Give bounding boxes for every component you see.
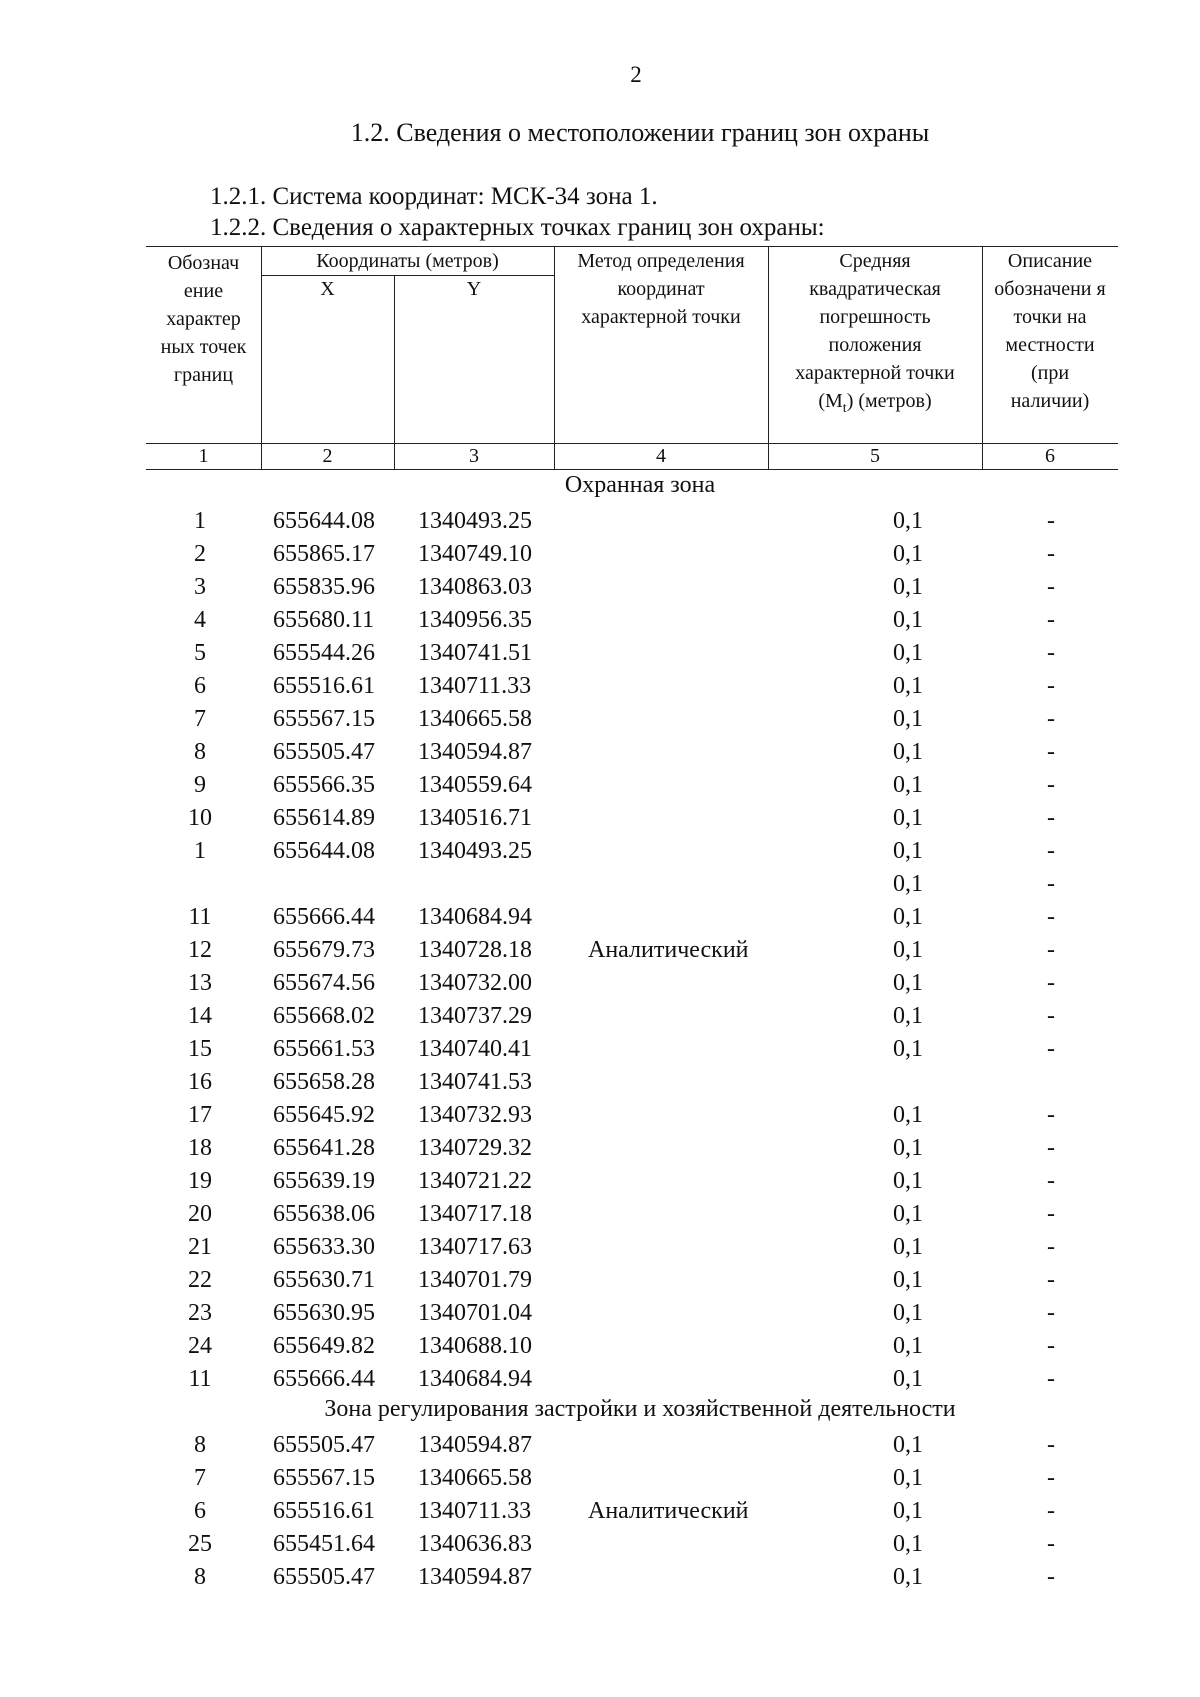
y-coordinate-cell: 1340737.29 — [418, 1003, 532, 1029]
y-coordinate-cell: 1340740.41 — [418, 1036, 532, 1062]
column-number: 1 — [198, 445, 209, 467]
point-number-cell: 21 — [188, 1234, 212, 1260]
x-coordinate-cell: 655644.08 — [273, 838, 375, 864]
description-cell: - — [1047, 1234, 1055, 1260]
y-coordinate-cell: 1340741.51 — [418, 640, 532, 666]
x-coordinate-cell: 655630.71 — [273, 1267, 375, 1293]
table-row — [0, 1264, 1200, 1297]
point-number-cell: 17 — [188, 1102, 212, 1128]
y-coordinate-cell: 1340493.25 — [418, 508, 532, 534]
point-number-cell: 1 — [194, 508, 206, 534]
mean-error-cell: 0,1 — [893, 1267, 923, 1293]
description-cell: - — [1047, 1003, 1055, 1029]
header-method: Метод определения координат характерной точки — [577, 250, 745, 328]
x-coordinate-cell: 655679.73 — [273, 937, 375, 963]
description-cell: - — [1047, 1531, 1055, 1557]
description-cell: - — [1047, 508, 1055, 534]
mean-error-cell: 0,1 — [893, 937, 923, 963]
section-heading: Охранная зона — [564, 472, 716, 498]
table-row — [0, 769, 1200, 802]
point-number-cell: 8 — [194, 1564, 206, 1590]
header-mean-error-subscript: t — [842, 401, 847, 416]
description-cell: - — [1047, 1333, 1055, 1359]
table-row — [0, 1297, 1200, 1330]
table-row — [0, 505, 1200, 538]
description-cell: - — [1047, 772, 1055, 798]
x-coordinate-cell: 655649.82 — [273, 1333, 375, 1359]
table-row — [0, 1561, 1200, 1594]
point-number-cell: 3 — [194, 574, 206, 600]
y-coordinate-cell: 1340594.87 — [418, 1432, 532, 1458]
description-cell: - — [1047, 1168, 1055, 1194]
x-coordinate-cell: 655644.08 — [273, 508, 375, 534]
x-coordinate-cell: 655567.15 — [273, 706, 375, 732]
x-coordinate-cell: 655614.89 — [273, 805, 375, 831]
table-row — [0, 1330, 1200, 1363]
y-coordinate-cell: 1340684.94 — [418, 1366, 532, 1392]
mean-error-cell: 0,1 — [893, 1234, 923, 1260]
x-coordinate-cell: 655666.44 — [273, 904, 375, 930]
x-coordinate-cell: 655674.56 — [273, 970, 375, 996]
mean-error-cell: 0,1 — [893, 805, 923, 831]
header-coordinates-group: Координаты (метров) — [316, 250, 499, 272]
mean-error-cell: 0,1 — [893, 673, 923, 699]
y-coordinate-cell: 1340636.83 — [418, 1531, 532, 1557]
y-coordinate-cell: 1340956.35 — [418, 607, 532, 633]
x-coordinate-cell: 655658.28 — [273, 1069, 375, 1095]
table-row — [0, 1066, 1200, 1099]
x-coordinate-cell: 655566.35 — [273, 772, 375, 798]
point-number-cell: 24 — [188, 1333, 212, 1359]
table-header — [146, 246, 1118, 470]
mean-error-cell: 0,1 — [893, 574, 923, 600]
table-row — [0, 1099, 1200, 1132]
x-coordinate-cell: 655516.61 — [273, 1498, 375, 1524]
table-row — [0, 1462, 1200, 1495]
y-coordinate-cell: 1340711.33 — [418, 673, 532, 699]
table-row — [0, 571, 1200, 604]
y-coordinate-cell: 1340688.10 — [418, 1333, 532, 1359]
point-number-cell: 14 — [188, 1003, 212, 1029]
point-number-cell: 15 — [188, 1036, 212, 1062]
point-number-cell: 8 — [194, 1432, 206, 1458]
col-divider — [554, 247, 555, 469]
description-cell: - — [1047, 607, 1055, 633]
mean-error-cell: 0,1 — [893, 1003, 923, 1029]
point-number-cell: 1 — [194, 838, 206, 864]
header-mean-error — [768, 247, 982, 469]
description-cell: - — [1047, 673, 1055, 699]
table-row — [0, 637, 1200, 670]
x-coordinate-cell: 655451.64 — [273, 1531, 375, 1557]
table-row — [0, 835, 1200, 868]
point-number-cell: 8 — [194, 739, 206, 765]
description-cell: - — [1047, 706, 1055, 732]
y-coordinate-cell: 1340701.04 — [418, 1300, 532, 1326]
mean-error-cell: 0,1 — [893, 739, 923, 765]
header-x: X — [320, 278, 335, 300]
point-number-cell: 20 — [188, 1201, 212, 1227]
coords-underline — [261, 275, 554, 276]
x-coordinate-cell: 655639.19 — [273, 1168, 375, 1194]
table-row — [0, 1198, 1200, 1231]
col-divider — [982, 247, 983, 469]
description-cell: - — [1047, 1498, 1055, 1524]
header-point-designation: Обознач ение характер ных точек границ — [160, 252, 247, 386]
mean-error-cell: 0,1 — [893, 1036, 923, 1062]
description-cell: - — [1047, 739, 1055, 765]
x-coordinate-cell: 655633.30 — [273, 1234, 375, 1260]
point-number-cell: 13 — [188, 970, 212, 996]
point-number-cell: 25 — [188, 1531, 212, 1557]
mean-error-cell: 0,1 — [893, 1102, 923, 1128]
table-row — [0, 1132, 1200, 1165]
point-number-cell: 6 — [194, 673, 206, 699]
point-number-cell: 7 — [194, 706, 206, 732]
description-cell: - — [1047, 574, 1055, 600]
y-coordinate-cell: 1340863.03 — [418, 574, 532, 600]
y-coordinate-cell: 1340516.71 — [418, 805, 532, 831]
column-number: 2 — [322, 445, 333, 467]
y-coordinate-cell: 1340665.58 — [418, 706, 532, 732]
x-coordinate-cell: 655645.92 — [273, 1102, 375, 1128]
description-cell: - — [1047, 1564, 1055, 1590]
y-coordinate-cell: 1340732.93 — [418, 1102, 532, 1128]
mean-error-cell: 0,1 — [893, 772, 923, 798]
mean-error-cell: 0,1 — [893, 541, 923, 567]
x-coordinate-cell: 655638.06 — [273, 1201, 375, 1227]
table-row — [0, 703, 1200, 736]
y-coordinate-cell: 1340729.32 — [418, 1135, 532, 1161]
table-row — [0, 1000, 1200, 1033]
x-coordinate-cell: 655641.28 — [273, 1135, 375, 1161]
point-number-cell: 2 — [194, 541, 206, 567]
mean-error-cell: 0,1 — [893, 970, 923, 996]
point-number-cell: 5 — [194, 640, 206, 666]
x-coordinate-cell: 655505.47 — [273, 739, 375, 765]
column-number: 6 — [1045, 445, 1055, 467]
table-row — [0, 670, 1200, 703]
point-number-cell: 11 — [188, 904, 212, 930]
x-coordinate-cell: 655505.47 — [273, 1432, 375, 1458]
x-coordinate-cell: 655865.17 — [273, 541, 375, 567]
x-coordinate-cell: 655544.26 — [273, 640, 375, 666]
table-row — [0, 934, 1200, 967]
y-coordinate-cell: 1340732.00 — [418, 970, 532, 996]
column-number: 5 — [870, 445, 880, 467]
table-row — [0, 967, 1200, 1000]
table-row — [0, 802, 1200, 835]
points-info-line: 1.2.2. Сведения о характерных точках границ зон охраны: — [210, 214, 825, 241]
y-coordinate-cell: 1340721.22 — [418, 1168, 532, 1194]
y-coordinate-cell: 1340717.63 — [418, 1234, 532, 1260]
col-divider — [768, 247, 769, 469]
mean-error-cell: 0,1 — [893, 1432, 923, 1458]
mean-error-cell: 0,1 — [893, 1300, 923, 1326]
mean-error-cell: 0,1 — [893, 1531, 923, 1557]
mean-error-cell: 0,1 — [893, 838, 923, 864]
y-coordinate-cell: 1340594.87 — [418, 1564, 532, 1590]
mean-error-cell: 0,1 — [893, 904, 923, 930]
y-coordinate-cell: 1340493.25 — [418, 838, 532, 864]
table-row — [0, 1528, 1200, 1561]
mean-error-cell: 0,1 — [893, 1498, 923, 1524]
table-row — [0, 1495, 1200, 1528]
point-number-cell: 16 — [188, 1069, 212, 1095]
table-row — [0, 1033, 1200, 1066]
y-coordinate-cell: 1340749.10 — [418, 541, 532, 567]
header-mean-error-tail: ) (метров) — [846, 390, 932, 412]
x-coordinate-cell: 655567.15 — [273, 1465, 375, 1491]
description-cell: - — [1047, 1300, 1055, 1326]
mean-error-cell: 0,1 — [893, 508, 923, 534]
x-coordinate-cell: 655516.61 — [273, 673, 375, 699]
description-cell: - — [1047, 937, 1055, 963]
point-number-cell: 7 — [194, 1465, 206, 1491]
section-title: 1.2. Сведения о местоположении границ зон охраны — [350, 118, 930, 147]
mean-error-cell: 0,1 — [893, 706, 923, 732]
table-row — [0, 1231, 1200, 1264]
y-coordinate-cell: 1340717.18 — [418, 1201, 532, 1227]
method-cell: Аналитический — [588, 937, 749, 963]
y-coordinate-cell: 1340701.79 — [418, 1267, 532, 1293]
description-cell: - — [1047, 541, 1055, 567]
x-coordinate-cell: 655505.47 — [273, 1564, 375, 1590]
point-number-cell: 22 — [188, 1267, 212, 1293]
x-coordinate-cell: 655835.96 — [273, 574, 375, 600]
header-description: Описание обозначени я точки на местности (при наличии) — [994, 250, 1106, 412]
description-cell: - — [1047, 1201, 1055, 1227]
col-divider — [394, 275, 395, 469]
y-coordinate-cell: 1340665.58 — [418, 1465, 532, 1491]
mean-error-cell: 0,1 — [893, 1564, 923, 1590]
x-coordinate-cell: 655680.11 — [273, 607, 375, 633]
mean-error-cell: 0,1 — [893, 1135, 923, 1161]
column-number: 4 — [656, 445, 666, 467]
point-number-cell: 4 — [194, 607, 206, 633]
header-y: Y — [466, 278, 482, 300]
description-cell: - — [1047, 805, 1055, 831]
x-coordinate-cell: 655661.53 — [273, 1036, 375, 1062]
y-coordinate-cell: 1340594.87 — [418, 739, 532, 765]
description-cell: - — [1047, 1102, 1055, 1128]
description-cell: - — [1047, 838, 1055, 864]
point-number-cell: 12 — [188, 937, 212, 963]
page-number: 2 — [630, 62, 642, 87]
point-number-cell: 23 — [188, 1300, 212, 1326]
mean-error-cell: 0,1 — [893, 640, 923, 666]
mean-error-cell: 0,1 — [893, 1201, 923, 1227]
x-coordinate-cell: 655668.02 — [273, 1003, 375, 1029]
table-row — [0, 868, 1200, 901]
x-coordinate-cell: 655666.44 — [273, 1366, 375, 1392]
y-coordinate-cell: 1340559.64 — [418, 772, 532, 798]
description-cell: - — [1047, 904, 1055, 930]
table-row — [0, 901, 1200, 934]
point-number-cell: 6 — [194, 1498, 206, 1524]
coordinate-system-line: 1.2.1. Система координат: МСК-34 зона 1. — [210, 183, 658, 210]
table-row — [0, 1165, 1200, 1198]
y-coordinate-cell: 1340728.18 — [418, 937, 532, 963]
description-cell: - — [1047, 1366, 1055, 1392]
section-heading: Зона регулирования застройки и хозяйственной деятельности — [324, 1396, 956, 1422]
description-cell: - — [1047, 1135, 1055, 1161]
column-number: 3 — [469, 445, 479, 467]
mean-error-cell: 0,1 — [893, 1366, 923, 1392]
table-row — [0, 604, 1200, 637]
method-cell: Аналитический — [588, 1498, 749, 1524]
description-cell: - — [1047, 1036, 1055, 1062]
col-divider — [261, 247, 262, 469]
description-cell: - — [1047, 640, 1055, 666]
x-coordinate-cell: 655630.95 — [273, 1300, 375, 1326]
description-cell: - — [1047, 970, 1055, 996]
mean-error-cell: 0,1 — [893, 871, 923, 897]
point-number-cell: 19 — [188, 1168, 212, 1194]
description-cell: - — [1047, 1432, 1055, 1458]
point-number-cell: 10 — [188, 805, 212, 831]
y-coordinate-cell: 1340711.33 — [418, 1498, 532, 1524]
table-row — [0, 538, 1200, 571]
point-number-cell: 18 — [188, 1135, 212, 1161]
point-number-cell: 11 — [188, 1366, 212, 1392]
mean-error-cell: 0,1 — [893, 1168, 923, 1194]
column-number-row — [146, 443, 1118, 469]
table-row — [0, 1363, 1200, 1396]
table-row — [0, 1429, 1200, 1462]
description-cell: - — [1047, 871, 1055, 897]
y-coordinate-cell: 1340684.94 — [418, 904, 532, 930]
y-coordinate-cell: 1340741.53 — [418, 1069, 532, 1095]
point-number-cell: 9 — [194, 772, 206, 798]
description-cell: - — [1047, 1465, 1055, 1491]
header-mean-error-main: Средняя квадратическая погрешность положения характерной точки (M — [795, 250, 955, 412]
mean-error-cell: 0,1 — [893, 1333, 923, 1359]
mean-error-cell: 0,1 — [893, 607, 923, 633]
description-cell: - — [1047, 1267, 1055, 1293]
table-row — [0, 736, 1200, 769]
mean-error-cell: 0,1 — [893, 1465, 923, 1491]
